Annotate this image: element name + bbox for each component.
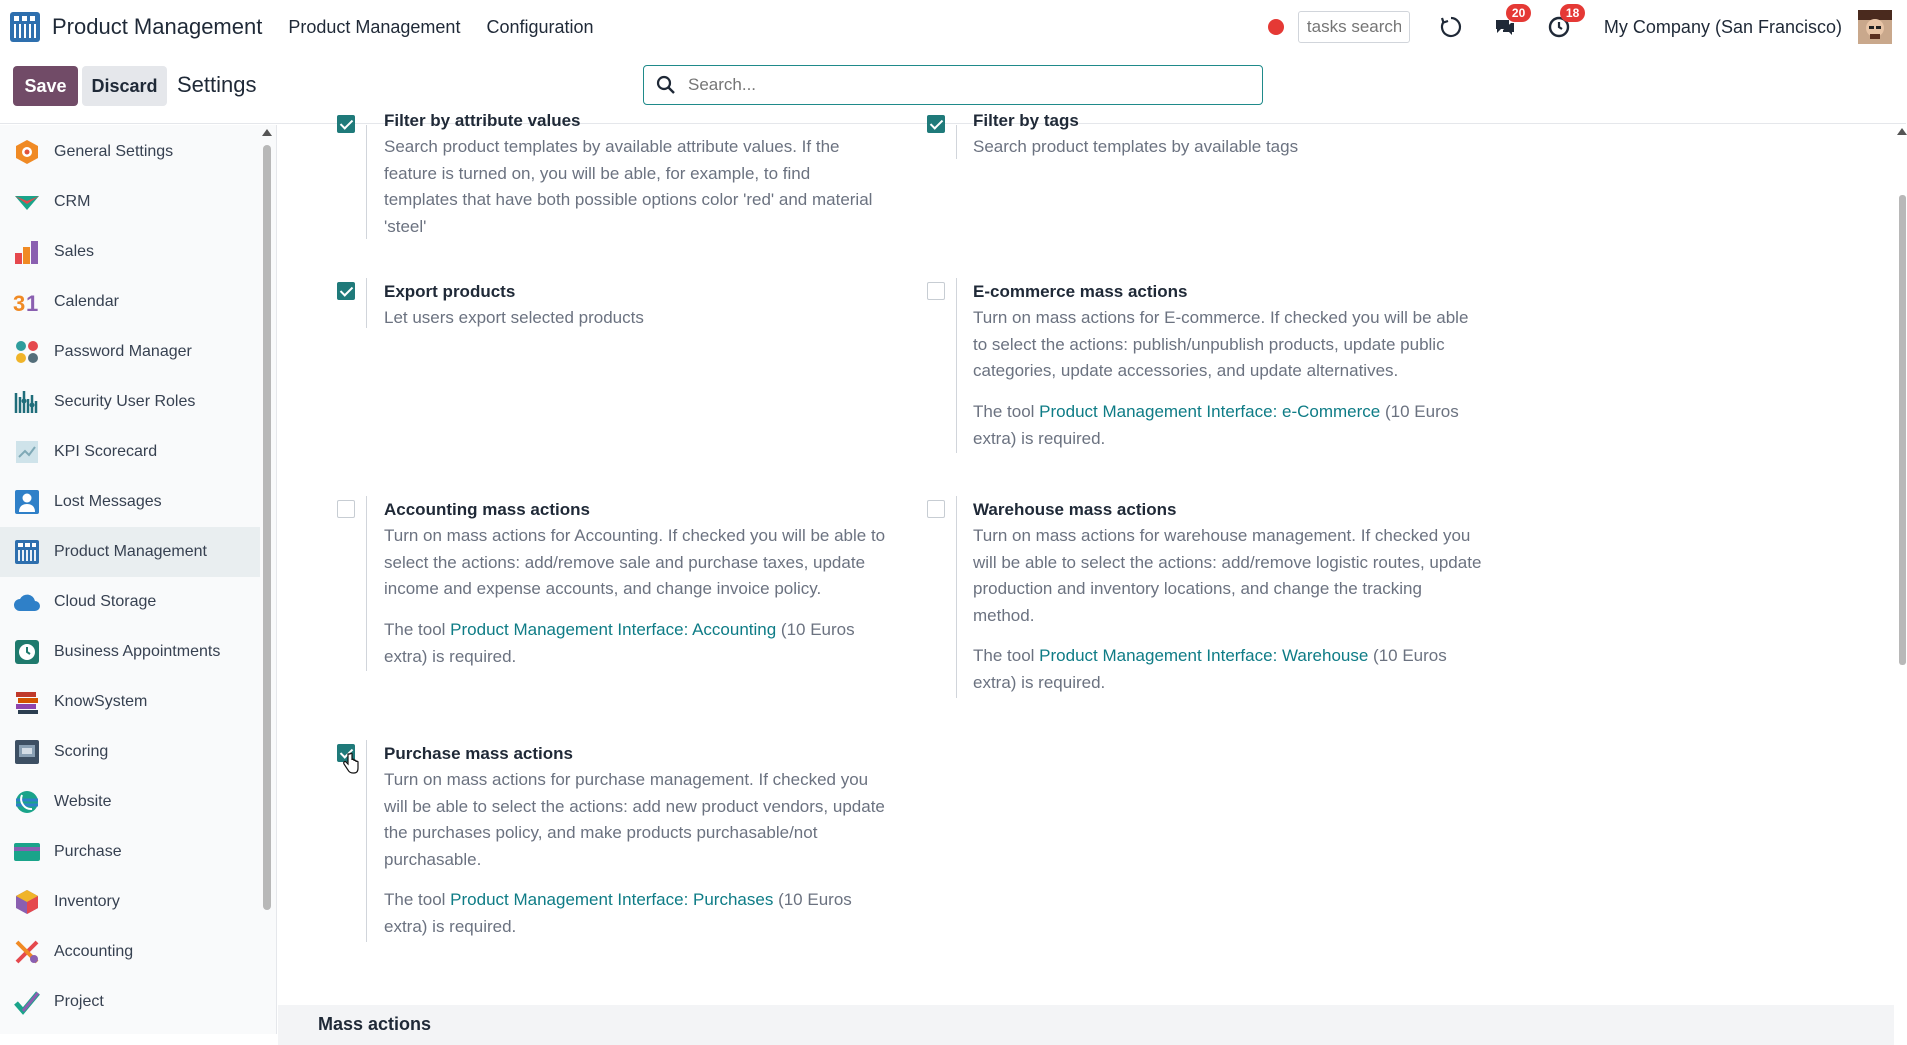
sidebar-item-scoring[interactable] xyxy=(0,727,260,777)
warehouse-interface-link[interactable]: Product Management Interface: Warehouse xyxy=(1039,646,1369,665)
required-tool-note xyxy=(973,399,1485,452)
sidebar-item-label: Sales xyxy=(54,243,95,260)
setting-title: Filter by tags xyxy=(973,111,1079,130)
crm-icon xyxy=(13,188,41,216)
setting-description: Turn on mass actions for Accounting. If checked you will be able to select the actions: add/remove sale and purchase taxes, update income and expense accounts, and change invoice policy. xyxy=(384,526,886,598)
tool-suffix: (10 Euros extra) is required. xyxy=(384,620,855,666)
sidebar-item-label: Purchase xyxy=(54,843,122,860)
recording-indicator-icon[interactable] xyxy=(1268,19,1284,35)
sidebar-item-password-manager[interactable] xyxy=(0,327,260,377)
lost-messages-icon xyxy=(13,488,41,516)
setting-description: Turn on mass actions for E-commerce. If checked you will be able to select the actions: publish/unpublish products, update public categories, update accessories, and update alternatives. xyxy=(973,308,1469,380)
export-products-checkbox[interactable] xyxy=(337,282,355,300)
setting-title: Export products xyxy=(384,282,516,301)
svg-text:3: 3 xyxy=(13,291,26,316)
company-switcher[interactable]: My Company (San Francisco) xyxy=(1603,16,1842,37)
sidebar-item-kpi-scorecard[interactable] xyxy=(0,427,260,477)
calendar-icon xyxy=(13,288,41,316)
sidebar-item-lost-messages[interactable] xyxy=(0,477,260,527)
menu-configuration[interactable]: Configuration xyxy=(486,16,594,37)
ecommerce-mass-actions-checkbox[interactable] xyxy=(927,282,945,300)
messages-icon[interactable] xyxy=(1492,6,1526,40)
sidebar-item-website[interactable] xyxy=(0,777,260,827)
top-navbar xyxy=(0,0,1906,54)
product-management-icon xyxy=(13,538,41,566)
tool-prefix: The tool xyxy=(384,890,451,909)
tool-prefix: The tool xyxy=(384,620,451,639)
sidebar-item-label: General Settings xyxy=(54,143,174,160)
inventory-icon xyxy=(13,888,41,916)
sidebar-item-knowsystem[interactable] xyxy=(0,677,260,727)
settings-sidebar xyxy=(0,125,277,1034)
setting-divider xyxy=(956,278,957,453)
app-grid-icon[interactable] xyxy=(8,10,42,44)
sidebar-item-label: Inventory xyxy=(54,893,120,910)
tool-suffix: (10 Euros extra) is required. xyxy=(973,402,1459,448)
setting-divider xyxy=(956,496,957,698)
sidebar-item-label: Accounting xyxy=(54,943,134,960)
sidebar-item-label: Cloud Storage xyxy=(54,593,157,610)
setting-title: Accounting mass actions xyxy=(384,500,590,519)
sidebar-item-label: Product Management xyxy=(54,543,207,560)
tool-suffix: (10 Euros extra) is required. xyxy=(384,890,852,936)
sidebar-item-product-management[interactable] xyxy=(0,527,260,577)
setting-divider xyxy=(366,125,367,239)
tool-suffix: (10 Euros extra) is required. xyxy=(973,646,1447,692)
project-icon xyxy=(13,988,41,1016)
sidebar-scrollbar[interactable] xyxy=(263,145,271,910)
accounting-mass-actions-checkbox[interactable] xyxy=(337,500,355,518)
menu-product-management[interactable]: Product Management xyxy=(288,16,461,37)
activities-clock-icon[interactable] xyxy=(1546,6,1580,40)
sidebar-item-label: Scoring xyxy=(54,743,109,760)
setting-description: Turn on mass actions for purchase management. If checked you will be able to select the actions: add new product vendors, update the purchases policy, and make products purchasable/not purchasable. xyxy=(384,770,885,869)
general-settings-icon xyxy=(13,138,41,166)
required-tool-note xyxy=(384,617,896,670)
user-avatar[interactable] xyxy=(1858,10,1892,44)
purchase-icon xyxy=(13,838,41,866)
setting-title: Filter by attribute values xyxy=(384,111,581,130)
settings-search-box[interactable] xyxy=(643,65,1263,105)
sidebar-item-label: CRM xyxy=(54,193,91,210)
scroll-up-arrow-icon[interactable] xyxy=(262,129,272,136)
setting-description: Search product templates by available attribute values. If the feature is turned on, you will be able, for example, to find templates that have both possible options color 'red' and material 'steel' xyxy=(384,137,873,236)
password-manager-icon xyxy=(13,338,41,366)
setting-description: Let users export selected products xyxy=(384,308,644,327)
sidebar-item-label: Lost Messages xyxy=(54,493,162,510)
ecommerce-interface-link[interactable]: Product Management Interface: e-Commerce xyxy=(1039,402,1381,421)
kpi-scorecard-icon xyxy=(13,438,41,466)
setting-description: Search product templates by available tags xyxy=(973,137,1299,156)
setting-divider xyxy=(366,278,367,328)
scoring-icon xyxy=(13,738,41,766)
tasks-search-input[interactable] xyxy=(1298,11,1410,43)
setting-title: Warehouse mass actions xyxy=(973,500,1177,519)
save-button[interactable]: Save xyxy=(13,66,78,106)
business-appointments-icon xyxy=(13,638,41,666)
sales-icon xyxy=(13,238,41,266)
accounting-icon xyxy=(13,938,41,966)
sidebar-item-label: Website xyxy=(54,793,112,810)
sidebar-item-label: Business Appointments xyxy=(54,643,221,660)
control-panel xyxy=(0,54,1906,124)
sidebar-item-project[interactable] xyxy=(0,977,260,1027)
content-scroll-up-arrow-icon[interactable] xyxy=(1897,128,1907,135)
app-name[interactable]: Product Management xyxy=(52,14,263,39)
sidebar-item-accounting[interactable] xyxy=(0,927,260,977)
sidebar-item-label: Calendar xyxy=(54,293,119,310)
setting-description: Turn on mass actions for warehouse management. If checked you will be able to select the actions: add/remove logistic routes, update production and inventory locations, and change the tracking method. xyxy=(973,526,1482,625)
section-title-mass-actions: Mass actions xyxy=(318,1014,432,1034)
content-scrollbar[interactable] xyxy=(1899,195,1906,665)
discuss-refresh-icon[interactable] xyxy=(1438,14,1464,40)
messages-count-badge: 20 xyxy=(1506,4,1531,22)
setting-title: E-commerce mass actions xyxy=(973,282,1188,301)
sidebar-item-purchase[interactable] xyxy=(0,827,260,877)
sidebar-item-business-appointments[interactable] xyxy=(0,627,260,677)
tool-prefix: The tool xyxy=(973,402,1040,421)
settings-content xyxy=(278,111,1894,1034)
website-icon xyxy=(13,788,41,816)
sidebar-item-label: KPI Scorecard xyxy=(54,443,158,460)
security-user-roles-icon xyxy=(13,388,41,416)
sidebar-item-security-user-roles[interactable] xyxy=(0,377,260,427)
setting-title: Purchase mass actions xyxy=(384,744,573,763)
section-header-band xyxy=(278,1005,1894,1045)
sidebar-item-label: Password Manager xyxy=(54,343,192,360)
required-tool-note xyxy=(384,887,896,940)
purchase-interface-link[interactable]: Product Management Interface: Purchases xyxy=(450,890,774,909)
setting-divider xyxy=(366,496,367,671)
sidebar-item-general-settings[interactable] xyxy=(0,127,260,177)
svg-text:1: 1 xyxy=(26,291,39,316)
sidebar-item-crm[interactable] xyxy=(0,177,260,227)
required-tool-note xyxy=(973,643,1485,696)
sidebar-item-label: KnowSystem xyxy=(54,693,148,710)
cloud-storage-icon xyxy=(13,588,41,616)
filter-attribute-values-checkbox[interactable] xyxy=(337,115,355,133)
mouse-pointer-hand-icon xyxy=(343,752,359,774)
sidebar-item-sales[interactable] xyxy=(0,227,260,277)
page-title: Settings xyxy=(177,72,257,97)
sidebar-item-label: Security User Roles xyxy=(54,393,196,410)
sidebar-item-cloud-storage[interactable] xyxy=(0,577,260,627)
knowsystem-icon xyxy=(13,688,41,716)
discard-button[interactable]: Discard xyxy=(82,66,167,106)
filter-tags-checkbox[interactable] xyxy=(927,115,945,133)
setting-divider xyxy=(366,740,367,942)
setting-divider xyxy=(956,125,957,159)
settings-search-input[interactable] xyxy=(688,75,1228,95)
sidebar-item-calendar[interactable] xyxy=(0,277,260,327)
accounting-interface-link[interactable]: Product Management Interface: Accounting xyxy=(450,620,777,639)
warehouse-mass-actions-checkbox[interactable] xyxy=(927,500,945,518)
activities-count-badge: 18 xyxy=(1560,4,1585,22)
search-icon xyxy=(656,75,676,95)
sidebar-item-label: Project xyxy=(54,993,104,1010)
tool-prefix: The tool xyxy=(973,646,1040,665)
sidebar-item-inventory[interactable] xyxy=(0,877,260,927)
